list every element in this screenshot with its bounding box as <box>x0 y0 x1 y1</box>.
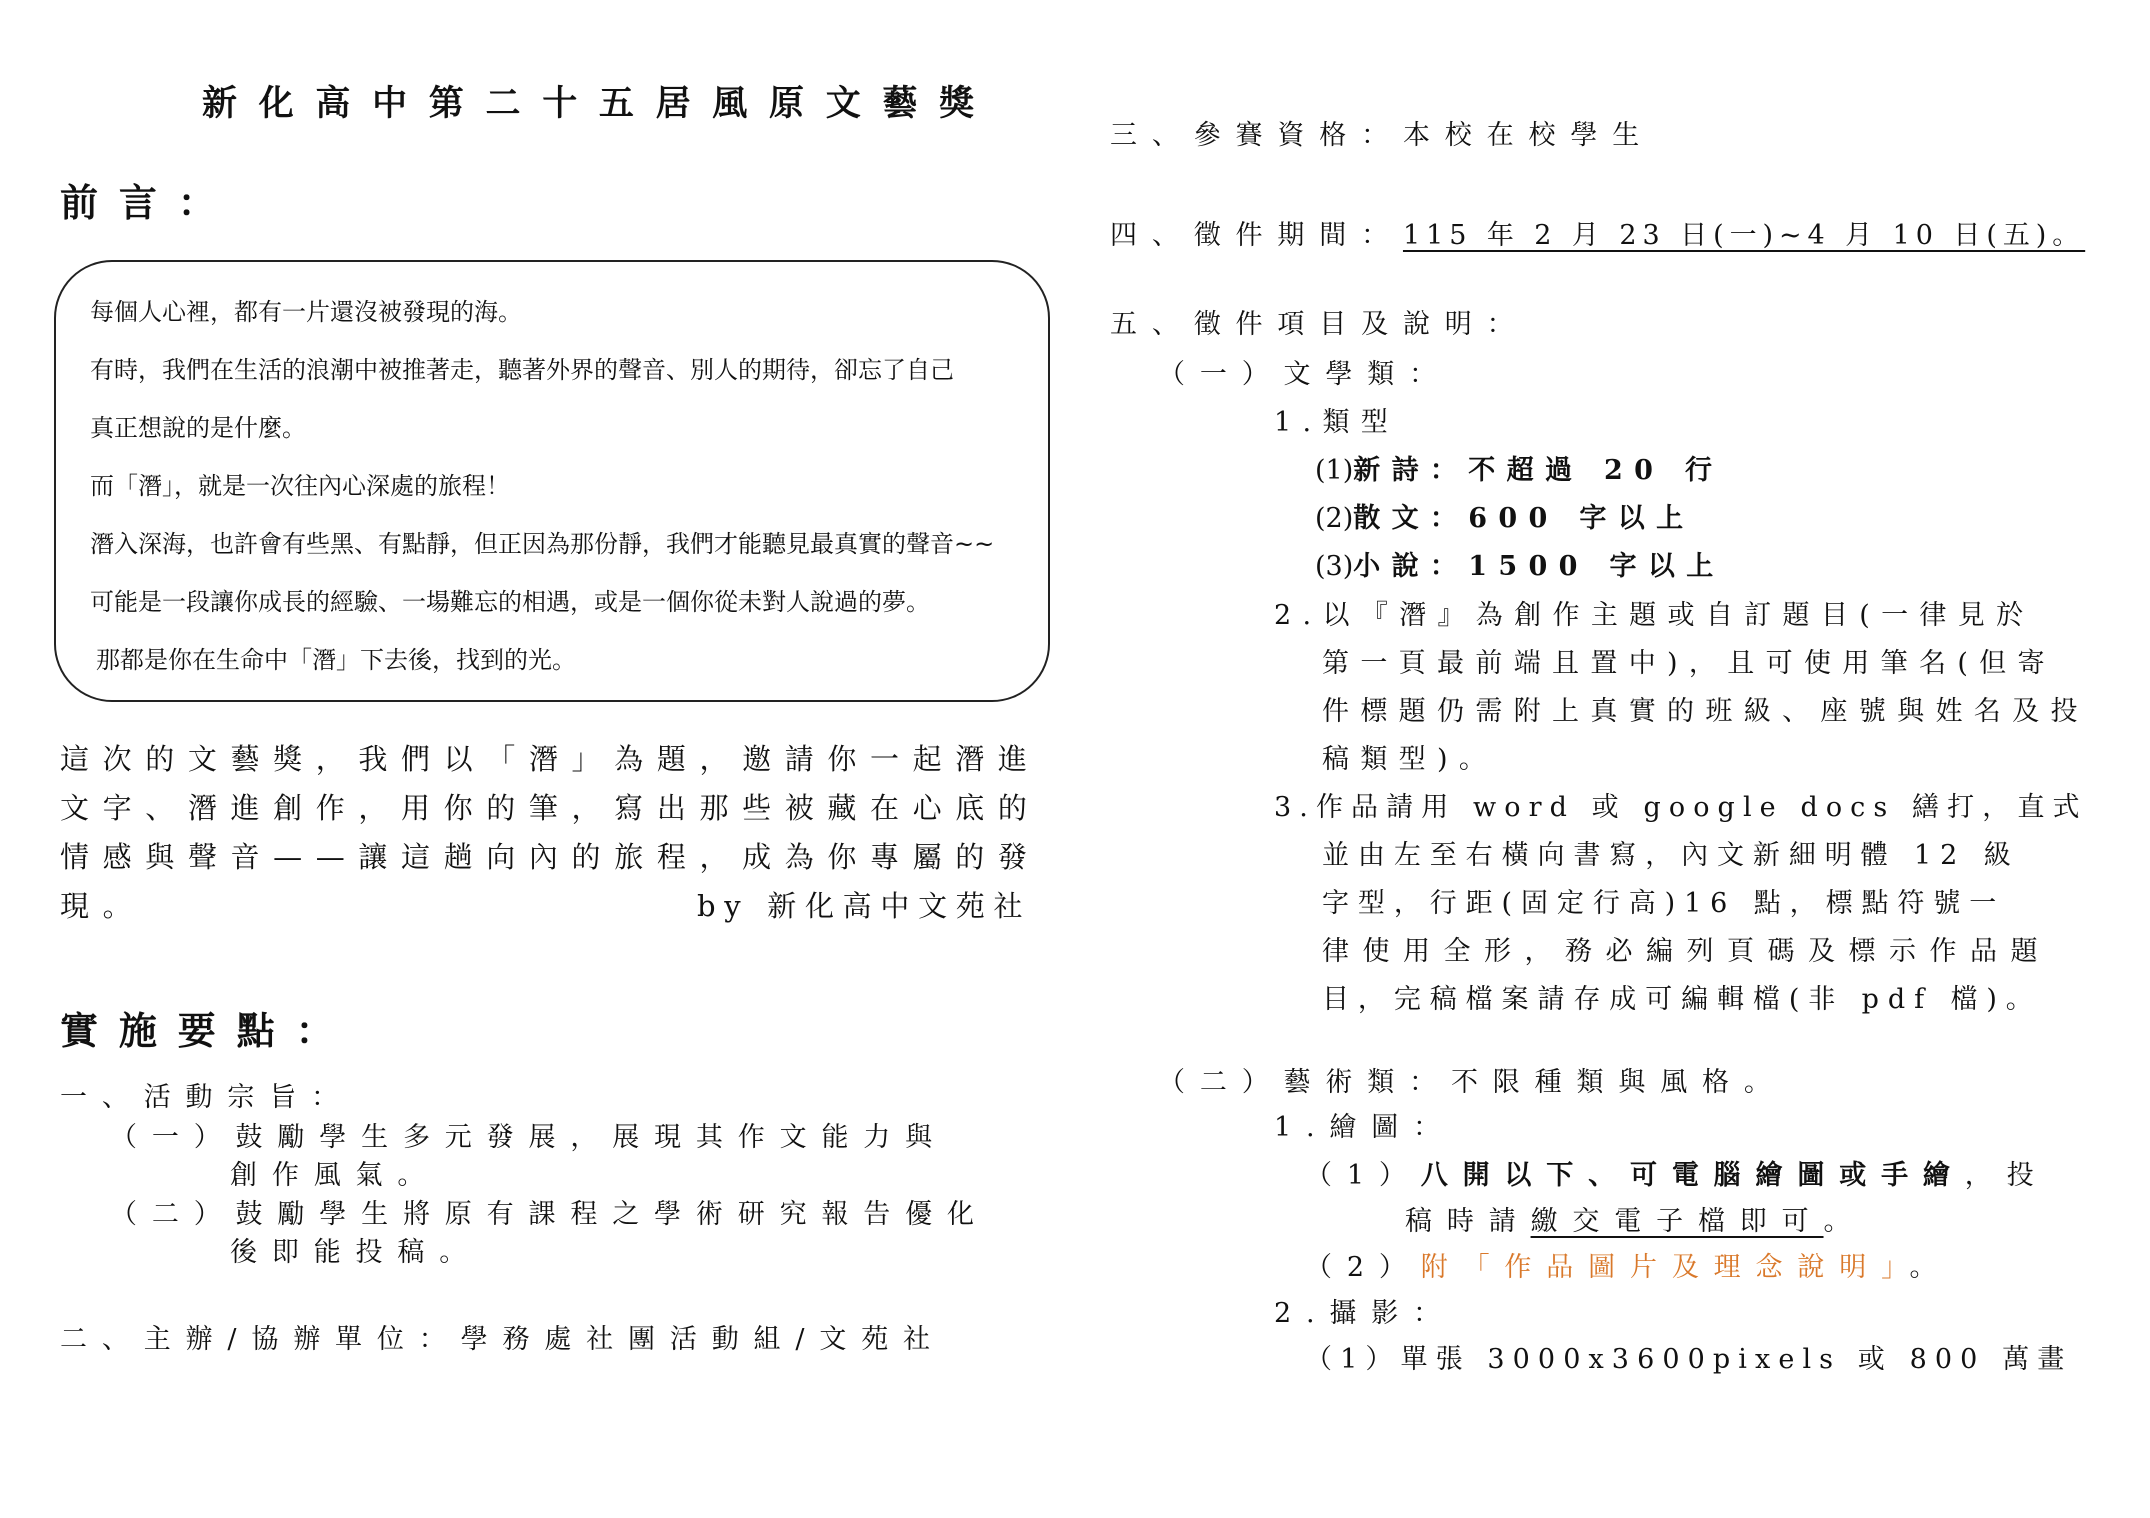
literature-rule-3-cont: 目，完稿檔案請存成可編輯檔(非 pdf 檔)。 <box>1322 984 2042 1015</box>
literature-rule-2-cont: 稿類型)。 <box>1322 744 1498 775</box>
drawing-1-end: 。 <box>1823 1206 1866 1237</box>
literature-rule-3-cont: 律使用全形，務必編列頁碼及標示作品題 <box>1322 936 2051 967</box>
literature-type-2 <box>1315 496 1694 535</box>
art-drawing-1-cont <box>1405 1199 1865 1238</box>
item-1-sub-2: （二）鼓勵學生將原有課程之學術研究報告優化 <box>110 1199 989 1230</box>
preface-box <box>54 260 1050 702</box>
art-heading: （二）藝術類：不限種類與風格。 <box>1158 1067 1786 1098</box>
literature-type-1 <box>1315 448 1723 487</box>
preface-paragraph-line: 情感與聲音——讓這趟向內的旅程，成為你專屬的發 <box>60 840 1041 874</box>
implementation-heading: 實施要點： <box>60 1008 355 1053</box>
literature-type-3 <box>1315 544 1725 583</box>
literature-rule-3-cont: 並由左至右橫向書寫，內文新細明體 12 級 <box>1322 840 2020 871</box>
box-line: 真正想說的是什麼。 <box>90 414 306 442</box>
box-line: 有時，我們在生活的浪潮中被推著走，聽著外界的聲音、別人的期待，卻忘了自己 <box>90 356 954 384</box>
type-1-text: 新詩：不超過 20 行 <box>1353 455 1724 486</box>
preface-paragraph-line: 文字、潛進創作，用你的筆，寫出那些被藏在心底的 <box>60 791 1041 825</box>
literature-heading: （一）文學類： <box>1158 359 1451 390</box>
type-3-num: (3) <box>1315 551 1354 582</box>
literature-rule-3-cont: 字型，行距(固定行高)16 點，標點符號一 <box>1322 888 2006 919</box>
box-line: 那都是你在生命中「潛」下去後，找到的光。 <box>96 646 576 674</box>
preface-heading: 前言： <box>60 180 237 225</box>
literature-rule-2-cont: 件標題仍需附上真實的班級、座號與姓名及投 <box>1322 696 2089 727</box>
literature-type: 1.類型 <box>1274 407 1400 438</box>
literature-rule-3: 3.作品請用 word 或 google docs 繕打，直式 <box>1274 792 2088 823</box>
drawing-2-orange: 附「作品圖片及理念說明」 <box>1420 1252 1910 1283</box>
box-line: 可能是一段讓你成長的經驗、一場難忘的相遇，或是一個你從未對人說過的夢。 <box>90 588 930 616</box>
drawing-2-end: 。 <box>1909 1252 1952 1283</box>
art-drawing-1 <box>1305 1153 2049 1192</box>
drawing-1-bold: 八開以下、可電腦繪圖或手繪 <box>1420 1160 1965 1191</box>
art-drawing: 1.繪圖： <box>1274 1112 1456 1143</box>
box-line: 潛入深海，也許會有些黑、有點靜，但正因為那份靜，我們才能聽見最真實的聲音~~ <box>90 530 995 558</box>
drawing-2-num: （2） <box>1305 1252 1421 1283</box>
item-2: 二、主辦/協辦單位：學務處社團活動組/文苑社 <box>60 1324 945 1355</box>
drawing-1-num: （1） <box>1305 1160 1421 1191</box>
art-photo-1: （1）單張 3000x3600pixels 或 800 萬畫 <box>1305 1344 2073 1375</box>
signature: by 新化高中文苑社 <box>697 889 1032 923</box>
literature-rule-2: 2.以『潛』為創作主題或自訂題目(一律見於 <box>1274 600 2035 631</box>
type-2-num: (2) <box>1315 503 1354 534</box>
item-1-sub-1-cont: 創作風氣。 <box>230 1160 440 1191</box>
drawing-1-underlined: 繳交電子檔即可 <box>1530 1206 1824 1237</box>
item-1-label: 一、活動宗旨： <box>60 1082 353 1113</box>
item-5: 五、徵件項目及說明： <box>1110 309 1529 340</box>
type-2-text: 散文：600 字以上 <box>1353 503 1695 534</box>
drawing-1-rest: ，投 <box>1964 1160 2049 1191</box>
item-1-sub-1: （一）鼓勵學生多元發展，展現其作文能力與 <box>110 1122 947 1153</box>
item-4-period: 115 年 2 月 23 日(一)~4 月 10 日(五)。 <box>1402 220 2086 251</box>
art-photo: 2.攝影： <box>1274 1298 1456 1329</box>
preface-paragraph-line: 現。 <box>60 889 146 923</box>
item-4 <box>1110 213 2085 252</box>
page-title: 新化高中第二十五居風原文藝獎 <box>202 83 996 124</box>
drawing-1-pre: 稿時請 <box>1405 1206 1531 1237</box>
type-3-text: 小說：1500 字以上 <box>1353 551 1725 582</box>
art-drawing-2 <box>1305 1245 1951 1284</box>
item-4-label: 四、徵件期間： <box>1110 220 1403 251</box>
type-1-num: (1) <box>1315 455 1354 486</box>
item-3: 三、參賽資格：本校在校學生 <box>1110 120 1655 151</box>
preface-paragraph-line: 這次的文藝獎，我們以「潛」為題，邀請你一起潛進 <box>60 742 1041 776</box>
box-line: 每個人心裡，都有一片還沒被發現的海。 <box>90 298 522 326</box>
box-line: 而「潛」，就是一次往內心深處的旅程！ <box>90 472 510 500</box>
literature-rule-2-cont: 第一頁最前端且置中)，且可使用筆名(但寄 <box>1322 648 2056 679</box>
item-1-sub-2-cont: 後即能投稿。 <box>230 1237 482 1268</box>
